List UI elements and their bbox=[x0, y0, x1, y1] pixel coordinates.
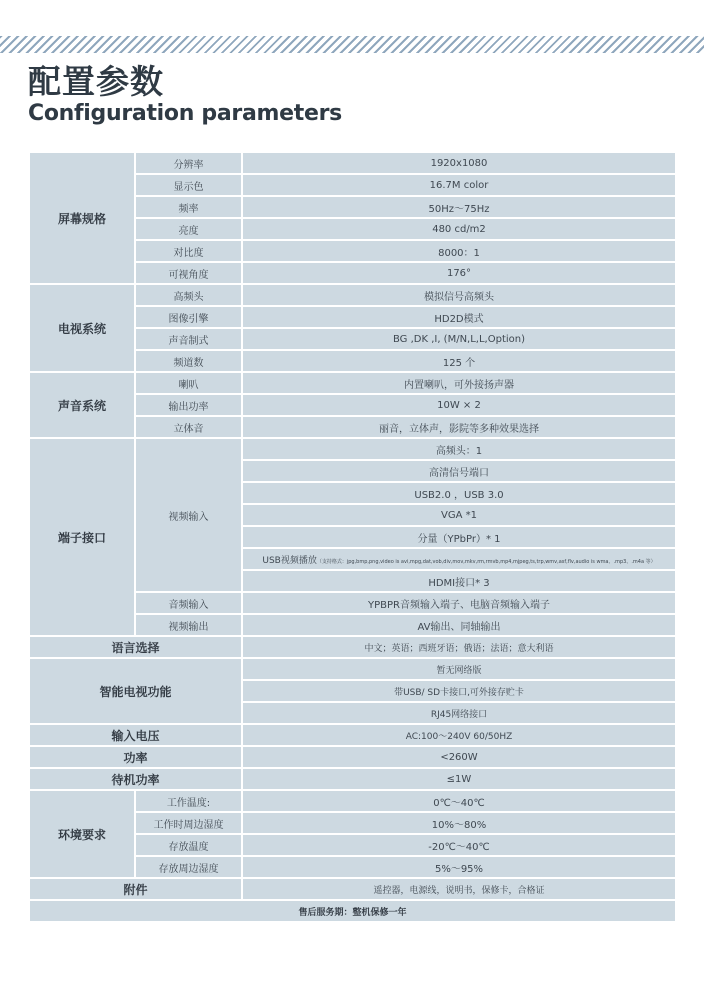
spec-value: 高清信号端口 bbox=[242, 460, 676, 482]
spec-label: 对比度 bbox=[135, 240, 242, 262]
spec-value: 模拟信号高频头 bbox=[242, 284, 676, 306]
spec-value: HDMI接口* 3 bbox=[242, 570, 676, 592]
category-ports: 端子接口 bbox=[29, 438, 135, 636]
spec-value: 带USB/ SD卡接口,可外接存贮卡 bbox=[242, 680, 676, 702]
spec-table bbox=[28, 151, 677, 923]
table-row bbox=[29, 724, 676, 746]
spec-value: 丽音，立体声，影院等多种效果选择 bbox=[242, 416, 676, 438]
usb-playback-label: USB视频播放 bbox=[262, 555, 317, 566]
table-row bbox=[29, 636, 676, 658]
table-row bbox=[29, 768, 676, 790]
spec-label: 频道数 bbox=[135, 350, 242, 372]
spec-value: 125 个 bbox=[242, 350, 676, 372]
spec-value: VGA *1 bbox=[242, 504, 676, 526]
spec-value: AC:100～240V 60/50HZ bbox=[242, 724, 676, 746]
category-language: 语言选择 bbox=[29, 636, 242, 658]
spec-label: 图像引擎 bbox=[135, 306, 242, 328]
spec-label: 可视角度 bbox=[135, 262, 242, 284]
decorative-stripe-band bbox=[0, 36, 704, 53]
usb-format-note: （支持格式：jpg,bmp,png,video is avi,mpg,dat,vob,div,mov,mkv,rm,rmvb,mp4,mjpeg,ts,trp,wmv,asf,flv,audio is wma、.mp3、.m4a 等） bbox=[316, 558, 656, 565]
spec-value: 遥控器，电源线，说明书，保修卡，合格证 bbox=[242, 878, 676, 900]
spec-label: 视频输出 bbox=[135, 614, 242, 636]
spec-value: 分量（YPbPr）* 1 bbox=[242, 526, 676, 548]
spec-label: 显示色 bbox=[135, 174, 242, 196]
spec-label: 喇叭 bbox=[135, 372, 242, 394]
category-voltage: 输入电压 bbox=[29, 724, 242, 746]
spec-value: HD2D模式 bbox=[242, 306, 676, 328]
spec-value: YPBPR音频输入端子、电脑音频输入端子 bbox=[242, 592, 676, 614]
warranty-note: 售后服务期：整机保修一年 bbox=[29, 900, 676, 922]
table-row bbox=[29, 372, 676, 394]
spec-label: 存放温度 bbox=[135, 834, 242, 856]
spec-value: 暂无网络版 bbox=[242, 658, 676, 680]
spec-label: 频率 bbox=[135, 196, 242, 218]
page-title: 配置参数 bbox=[28, 62, 164, 101]
category-power: 功率 bbox=[29, 746, 242, 768]
table-row bbox=[29, 746, 676, 768]
spec-value: 0℃～40℃ bbox=[242, 790, 676, 812]
table-row bbox=[29, 658, 676, 680]
spec-value: RJ45网络接口 bbox=[242, 702, 676, 724]
spec-value: 8000：1 bbox=[242, 240, 676, 262]
spec-value: 50Hz～75Hz bbox=[242, 196, 676, 218]
spec-value: 16.7M color bbox=[242, 174, 676, 196]
category-screen: 屏幕规格 bbox=[29, 152, 135, 284]
category-smart-tv: 智能电视功能 bbox=[29, 658, 242, 724]
table-row bbox=[29, 152, 676, 174]
spec-label: 亮度 bbox=[135, 218, 242, 240]
spec-value: 480 cd/m2 bbox=[242, 218, 676, 240]
spec-value: 10%～80% bbox=[242, 812, 676, 834]
spec-value: USB2.0 ，USB 3.0 bbox=[242, 482, 676, 504]
spec-value: -20℃～40℃ bbox=[242, 834, 676, 856]
spec-label: 存放周边湿度 bbox=[135, 856, 242, 878]
spec-label: 视频输入 bbox=[135, 438, 242, 592]
spec-value: AV输出、同轴输出 bbox=[242, 614, 676, 636]
spec-value: 176° bbox=[242, 262, 676, 284]
spec-label: 工作温度: bbox=[135, 790, 242, 812]
table-row bbox=[29, 438, 676, 460]
spec-label: 高频头 bbox=[135, 284, 242, 306]
page-subtitle: Configuration parameters bbox=[28, 101, 342, 126]
spec-label: 工作时周边湿度 bbox=[135, 812, 242, 834]
spec-value: 1920x1080 bbox=[242, 152, 676, 174]
spec-value: BG ,DK ,I, (M/N,L,L,Option) bbox=[242, 328, 676, 350]
spec-value: 内置喇叭，可外接扬声器 bbox=[242, 372, 676, 394]
spec-value: <260W bbox=[242, 746, 676, 768]
category-accessories: 附件 bbox=[29, 878, 242, 900]
spec-value: 高频头：1 bbox=[242, 438, 676, 460]
table-row bbox=[29, 790, 676, 812]
spec-label: 输出功率 bbox=[135, 394, 242, 416]
category-tv: 电视系统 bbox=[29, 284, 135, 372]
usb-playback-cell bbox=[242, 548, 676, 570]
category-sound: 声音系统 bbox=[29, 372, 135, 438]
spec-value: 中文；英语；西班牙语；俄语；法语；意大利语 bbox=[242, 636, 676, 658]
spec-value: ≤1W bbox=[242, 768, 676, 790]
category-environment: 环境要求 bbox=[29, 790, 135, 878]
spec-label: 声音制式 bbox=[135, 328, 242, 350]
table-row bbox=[29, 284, 676, 306]
spec-label: 立体音 bbox=[135, 416, 242, 438]
category-standby: 待机功率 bbox=[29, 768, 242, 790]
table-row bbox=[29, 878, 676, 900]
spec-value: 5%～95% bbox=[242, 856, 676, 878]
spec-label: 分辨率 bbox=[135, 152, 242, 174]
spec-label: 音频输入 bbox=[135, 592, 242, 614]
table-row bbox=[29, 900, 676, 922]
spec-value: 10W × 2 bbox=[242, 394, 676, 416]
